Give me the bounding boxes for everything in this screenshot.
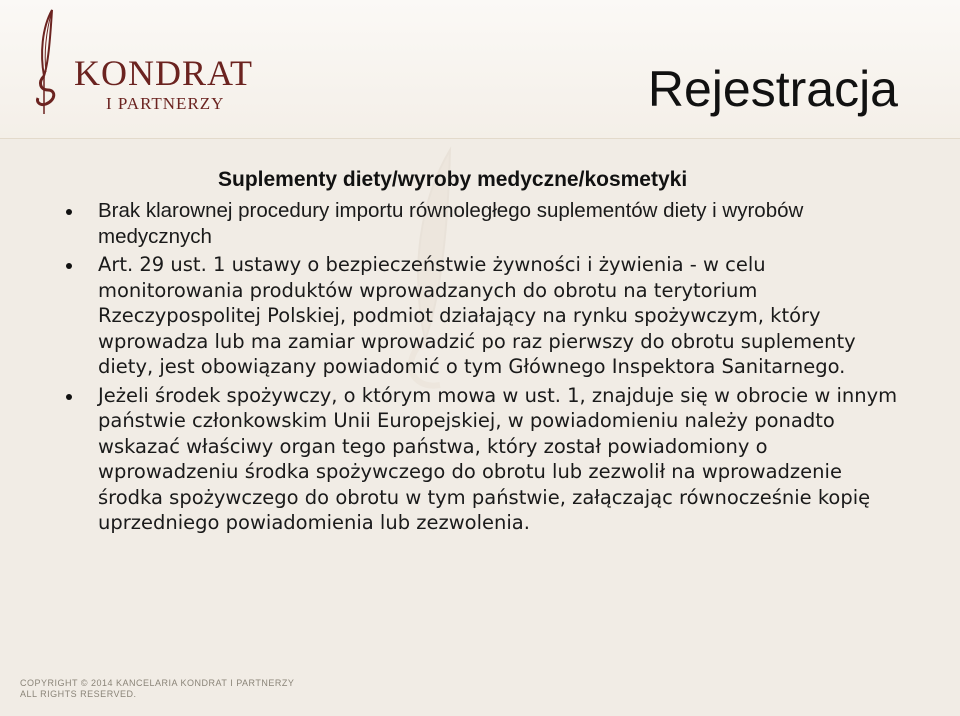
rights-text: ALL RIGHTS RESERVED. xyxy=(20,689,137,699)
brand-subtitle: I PARTNERZY xyxy=(106,94,225,113)
slide-title: Rejestracja xyxy=(647,61,898,117)
bullet-dot-icon xyxy=(66,394,72,400)
list-item xyxy=(60,198,910,249)
bullet-dot-icon xyxy=(66,209,72,215)
bullet-dot-icon xyxy=(66,263,72,269)
brand-logo xyxy=(22,6,262,124)
subheading: Suplementy diety/wyroby medyczne/kosmetyki xyxy=(218,168,688,191)
quill-icon xyxy=(22,6,82,124)
slide-content xyxy=(60,168,910,539)
brand-name: KONDRAT xyxy=(74,53,254,93)
bullet-text: Art. 29 ust. 1 ustawy o bezpieczeństwie żywności i żywienia - w celu monitorowania produktów wprowadzanych do obrotu na terytorium Rzeczypospolitej Polskiej, podmiot działający na rynku spożywczym, który wprowadza lub ma zamiar wprowadzić po raz pierwszy do obrotu suplementy diety, jest obowiązany powiadomić o tym Głównego Inspektora Sanitarnego. xyxy=(98,253,856,378)
list-item xyxy=(60,252,910,380)
copyright-text: COPYRIGHT © 2014 KANCELARIA KONDRAT I PARTNERZY xyxy=(20,678,295,688)
bullet-text: Jeżeli środek spożywczy, o którym mowa w ust. 1, znajduje się w obrocie w innym państwie członkowskim Unii Europejskiej, w powiadomieniu należy ponadto wskazać właściwy organ tego państwa, który został powiadomiony o wprowadzeniu środka spożywczego do obrotu lub zezwolił na wprowadzenie środka spożywczego do obrotu w tym państwie, załączając równocześnie kopię uprzedniego powiadomienia lub zezwolenia. xyxy=(98,383,898,534)
bullet-text: Brak klarownej procedury importu równoległego suplementów diety i wyrobów medycznych xyxy=(98,199,804,248)
footer xyxy=(20,678,294,700)
bullet-list xyxy=(60,198,910,536)
list-item xyxy=(60,383,910,536)
